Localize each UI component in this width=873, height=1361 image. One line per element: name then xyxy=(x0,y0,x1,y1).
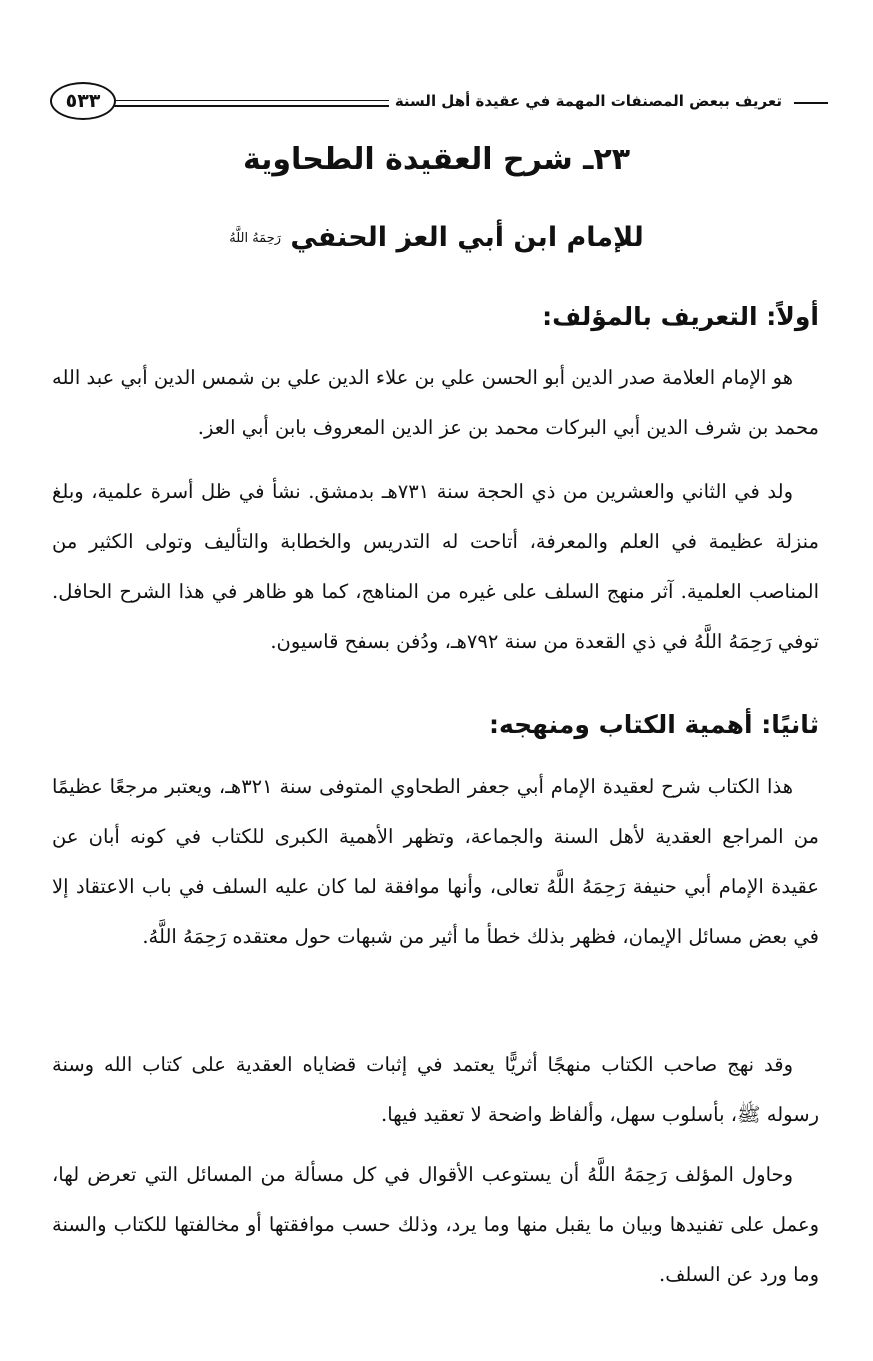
running-title: تعريف ببعض المصنفات المهمة في عقيدة أهل السنة xyxy=(389,92,788,110)
author-title xyxy=(0,222,873,253)
paragraph-book-importance: هذا الكتاب شرح لعقيدة الإمام أبي جعفر الطحاوي المتوفى سنة ٣٢١هـ، ويعتبر مرجعًا عظيمًا من المراجع العقدية لأهل السنة والجماعة، وتظهر الأهمية الكبرى للكتاب في كونه أبان عن عقيدة الإمام أبي حنيفة رَحِمَهُ اللَّهُ تعالى، وأنها موافقة لما كان عليه السلف في باب الاعتقاد إلا في بعض مسائل الإيمان، فظهر بذلك خطأ ما أثير من شبهات حول معتقده رَحِمَهُ اللَّهُ. xyxy=(52,775,819,948)
author-name: للإمام ابن أبي العز الحنفي xyxy=(290,222,644,253)
paragraph-comprehensiveness: وحاول المؤلف رَحِمَهُ اللَّهُ أن يستوعب الأقوال في كل مسألة من المسائل التي تعرض لها، وعمل على تفنيدها وبيان ما يقبل منها وما يرد، وذلك حسب موافقتها أو مخالفتها للكتاب والسنة وما ورد عن السلف. xyxy=(52,1163,819,1286)
header-dash xyxy=(794,102,828,104)
section-number: أولاً xyxy=(776,302,819,331)
page-number: ٥٣٣ xyxy=(50,82,116,120)
section-heading-importance xyxy=(489,710,819,739)
header-rule xyxy=(110,100,408,107)
honorific: رَحِمَهُ اللَّهُ xyxy=(229,231,282,246)
paragraph-author-bio: ولد في الثاني والعشرين من ذي الحجة سنة ٧٣١هـ بدمشق. نشأ في ظل أسرة علمية، وبلغ منزلة عظيمة في العلم والمعرفة، أتاحت له التدريس والخطابة والتأليف وتولى الكثير من المناصب العلمية. آثر منهج السلف على غيره من المناهج، كما هو ظاهر في هذا الشرح الحافل. توفي رَحِمَهُ اللَّهُ في ذي القعدة من سنة ٧٩٢هـ، ودُفن بسفح قاسيون. xyxy=(52,480,819,653)
section-heading-text: : التعريف بالمؤلف: xyxy=(542,302,777,331)
running-header xyxy=(50,78,828,128)
section-number: ثانيًا xyxy=(771,710,819,739)
paragraph-method: وقد نهج صاحب الكتاب منهجًا أثريًّا يعتمد في إثبات قضاياه العقدية على كتاب الله وسنة رسوله ﷺ، بأسلوب سهل، وألفاظ واضحة لا تعقيد فيها. xyxy=(52,1053,819,1126)
section-heading-text: : أهمية الكتاب ومنهجه: xyxy=(488,710,772,739)
paragraph-author-name: هو الإمام العلامة صدر الدين أبو الحسن علي بن علاء الدين علي بن شمس الدين أبي عبد الله محمد بن شرف الدين أبي البركات محمد بن عز الدين المعروف بابن أبي العز. xyxy=(52,366,819,439)
section-heading-author xyxy=(542,302,819,331)
book-title: ٢٣ـ شرح العقيدة الطحاوية xyxy=(242,142,631,177)
